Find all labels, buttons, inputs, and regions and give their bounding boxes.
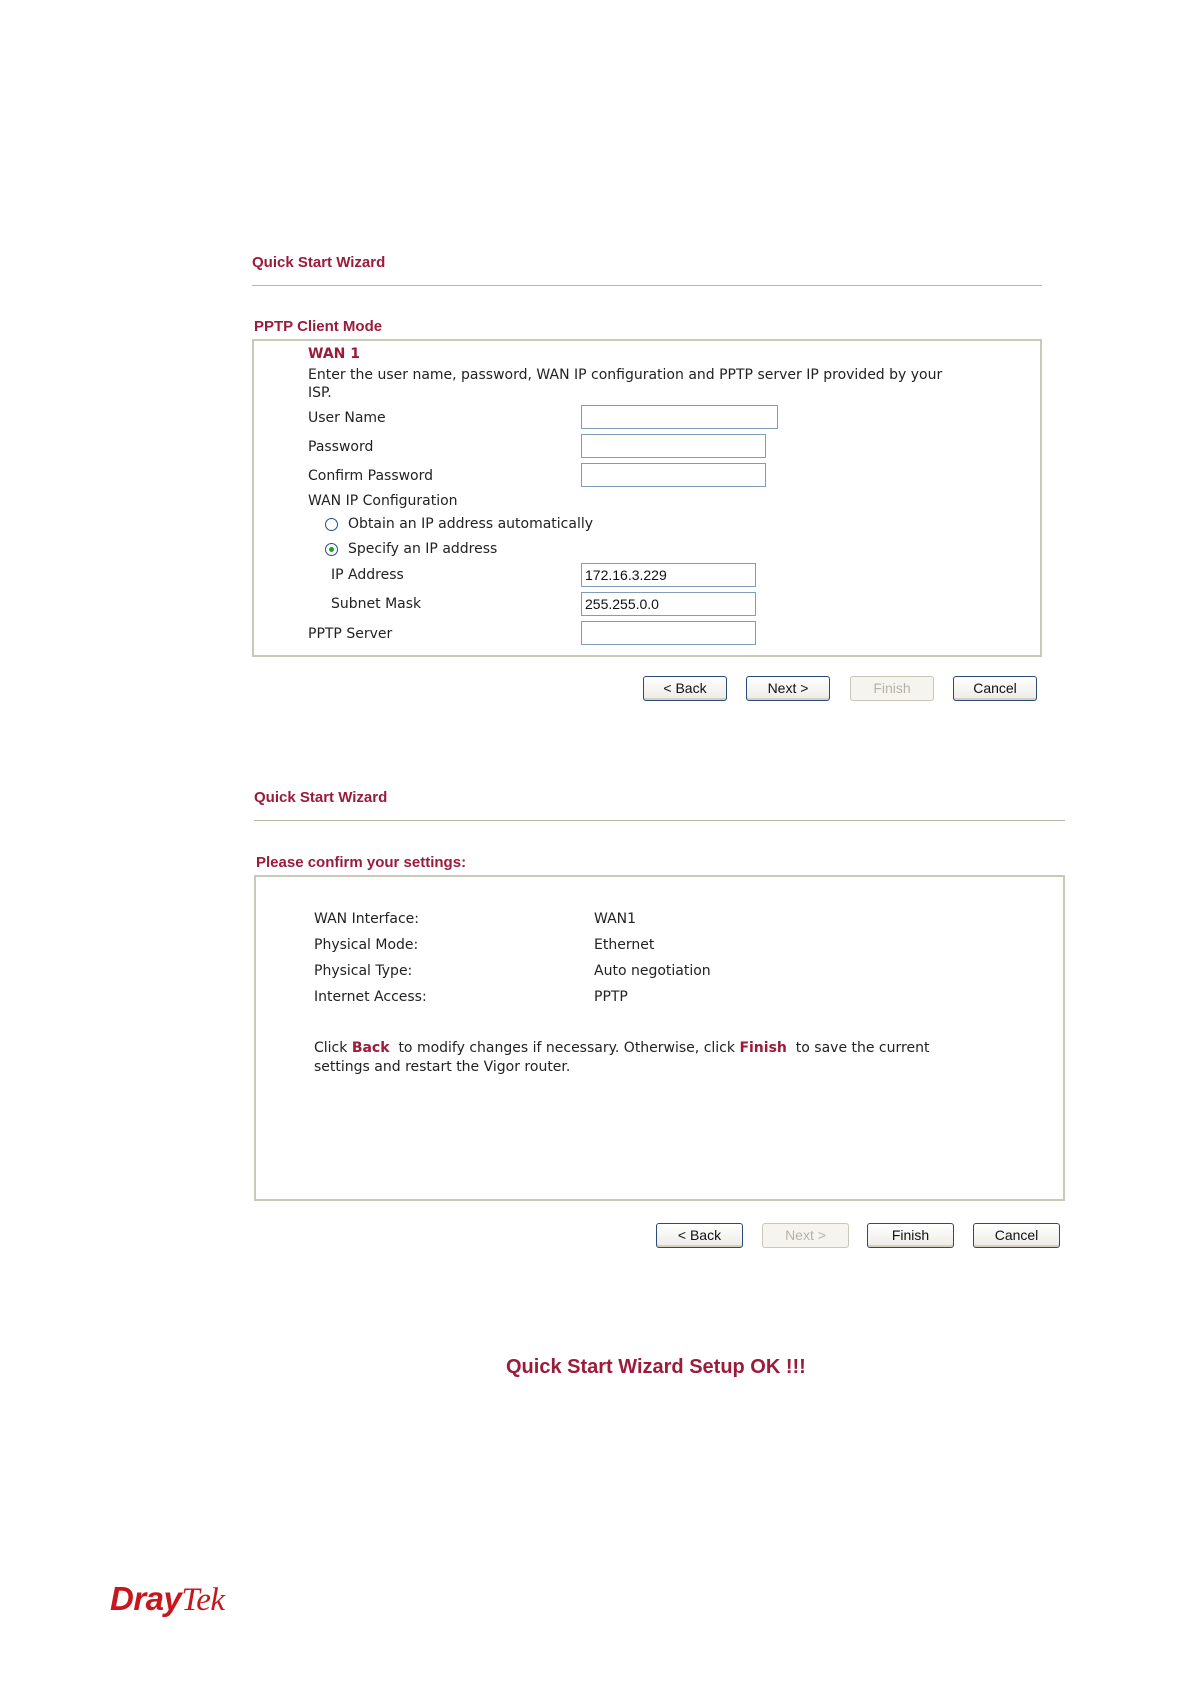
pptp-server-label: PPTP Server xyxy=(308,626,393,642)
radio-obtain-ip-label: Obtain an IP address automatically xyxy=(348,516,594,532)
wizard2-finish-button[interactable]: Finish xyxy=(867,1223,954,1248)
note-text: Click xyxy=(314,1040,352,1056)
subnet-mask-label: Subnet Mask xyxy=(331,596,422,612)
user-name-label: User Name xyxy=(308,410,386,426)
password-label: Password xyxy=(308,439,374,455)
setting-label: Internet Access: xyxy=(314,989,427,1005)
wizard1-divider xyxy=(252,285,1042,286)
confirm-note-line1 xyxy=(314,1040,929,1056)
ip-address-label: IP Address xyxy=(331,567,404,583)
setup-ok-message: Quick Start Wizard Setup OK !!! xyxy=(506,1356,806,1378)
wizard1-back-button[interactable]: < Back xyxy=(643,676,727,701)
note-text: to modify changes if necessary. Otherwise, click xyxy=(389,1040,740,1056)
setting-value: PPTP xyxy=(594,989,628,1005)
note-finish-word: Finish xyxy=(739,1040,787,1056)
confirm-password-input[interactable] xyxy=(581,463,766,487)
subnet-mask-input[interactable] xyxy=(581,592,756,616)
wizard2-section-title: Please confirm your settings: xyxy=(256,854,467,871)
intro-text: Enter the user name, password, WAN IP configuration and PPTP server IP provided by your ISP. xyxy=(308,367,943,401)
confirm-password-label: Confirm Password xyxy=(308,468,434,484)
draytek-logo xyxy=(110,1580,225,1619)
note-back-word: Back xyxy=(351,1040,390,1056)
wizard1-finish-button[interactable]: Finish xyxy=(850,676,934,701)
logo-text-tek: Tek xyxy=(181,1582,225,1618)
setting-value: WAN1 xyxy=(594,911,637,927)
wizard1-title: Quick Start Wizard xyxy=(252,254,386,271)
radio-obtain-ip[interactable] xyxy=(325,518,338,531)
wizard2-next-button[interactable]: Next > xyxy=(762,1223,849,1248)
wizard1-section-title: PPTP Client Mode xyxy=(254,318,383,335)
logo-text-dray: Dray xyxy=(110,1580,182,1617)
password-input[interactable] xyxy=(581,434,766,458)
pptp-server-input[interactable] xyxy=(581,621,756,645)
setting-label: WAN Interface: xyxy=(314,911,419,927)
note-text: to save the current xyxy=(786,1040,930,1056)
setting-label: Physical Mode: xyxy=(314,937,419,953)
wizard1-cancel-button[interactable]: Cancel xyxy=(953,676,1037,701)
wizard1-next-button[interactable]: Next > xyxy=(746,676,830,701)
radio-specify-ip-label: Specify an IP address xyxy=(348,541,498,557)
confirm-note-line2: settings and restart the Vigor router. xyxy=(314,1059,571,1075)
wizard2-divider xyxy=(254,820,1065,821)
setting-label: Physical Type: xyxy=(314,963,413,979)
wan-label: WAN 1 xyxy=(308,346,360,362)
wan-ip-config-label: WAN IP Configuration xyxy=(308,493,458,509)
user-name-input[interactable] xyxy=(581,405,778,429)
wizard2-cancel-button[interactable]: Cancel xyxy=(973,1223,1060,1248)
setting-value: Auto negotiation xyxy=(594,963,711,979)
wizard2-back-button[interactable]: < Back xyxy=(656,1223,743,1248)
ip-address-input[interactable] xyxy=(581,563,756,587)
radio-specify-ip[interactable] xyxy=(325,543,338,556)
setting-value: Ethernet xyxy=(594,937,655,953)
wizard2-title: Quick Start Wizard xyxy=(254,789,388,806)
